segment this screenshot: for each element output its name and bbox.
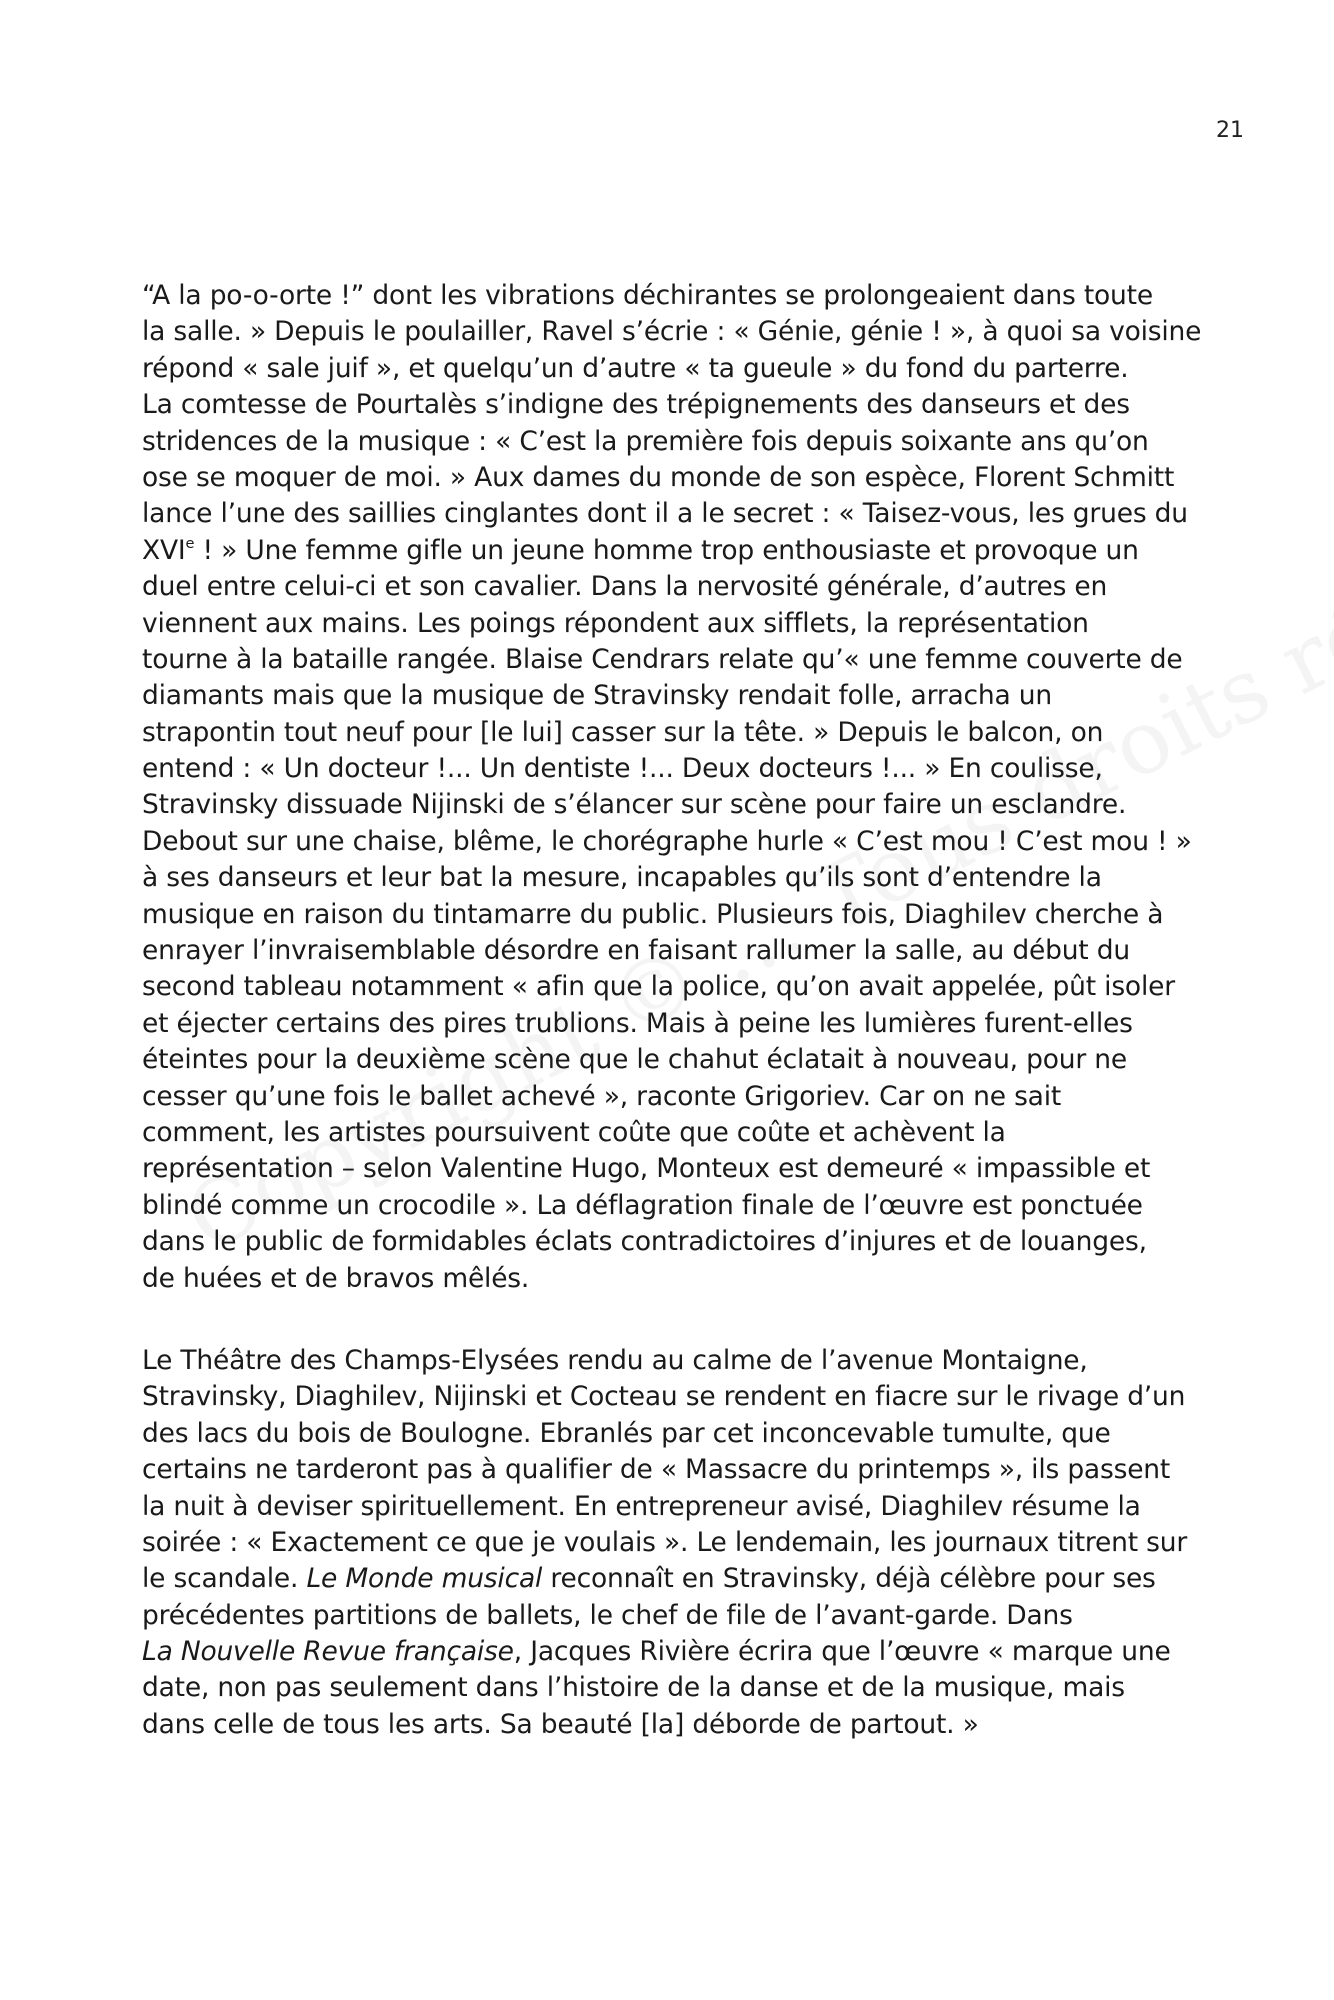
- text-line: et éjecter certains des pires trublions. Mais à peine les lumières furent-elles: [142, 1007, 1133, 1039]
- text-line: représentation – selon Valentine Hugo, Monteux est demeuré « impassible et: [142, 1153, 1151, 1185]
- italic-title: La Nouvelle Revue française: [142, 1636, 514, 1668]
- text-line: certains ne tarderont pas à qualifier de « Massacre du printemps », ils passent: [142, 1454, 1171, 1486]
- paragraph-gap: [142, 1297, 1232, 1343]
- text-line: strapontin tout neuf pour [le lui] casser sur la tête. » Depuis le balcon, on: [142, 716, 1104, 748]
- text-line: précédentes partitions de ballets, le chef de file de l’avant-garde. Dans: [142, 1599, 1073, 1631]
- text-line: second tableau notamment « afin que la police, qu’on avait appelée, pût isoler: [142, 971, 1175, 1003]
- text-line: répond « sale juif », et quelqu’un d’autre « ta gueule » du fond du parterre.: [142, 352, 1129, 384]
- text-line: Stravinsky, Diaghilev, Nijinski et Cocteau se rendent en fiacre sur le rivage d’un: [142, 1381, 1186, 1413]
- text-line: La comtesse de Pourtalès s’indigne des trépignements des danseurs et des: [142, 389, 1130, 421]
- text-line: “A la po-o-orte !” dont les vibrations déchirantes se prolongeaient dans toute: [142, 280, 1153, 311]
- text-line: duel entre celui-ci et son cavalier. Dans la nervosité générale, d’autres en: [142, 571, 1108, 603]
- body-text: [142, 278, 1232, 1743]
- paragraph: [142, 1343, 1232, 1743]
- text-line: Stravinsky dissuade Nijinski de s’élancer sur scène pour faire un esclandre.: [142, 789, 1127, 821]
- text-line: des lacs du bois de Boulogne. Ebranlés par cet inconcevable tumulte, que: [142, 1417, 1111, 1449]
- text-line: enrayer l’invraisemblable désordre en faisant rallumer la salle, au début du: [142, 935, 1130, 967]
- text-line: dans le public de formidables éclats contradictoires d’injures et de louanges,: [142, 1226, 1147, 1258]
- text-line: [142, 533, 1232, 569]
- paragraph: [142, 278, 1232, 1297]
- text-line: stridences de la musique : « C’est la première fois depuis soixante ans qu’on: [142, 425, 1149, 457]
- text-line: de huées et de bravos mêlés.: [142, 1262, 530, 1294]
- text-line: musique en raison du tintamarre du public. Plusieurs fois, Diaghilev cherche à: [142, 898, 1164, 930]
- superscript: e: [185, 534, 195, 552]
- text-line: cesser qu’une fois le ballet achevé », raconte Grigoriev. Car on ne sait: [142, 1080, 1062, 1112]
- text-line: date, non pas seulement dans l’histoire de la danse et de la musique, mais: [142, 1672, 1125, 1704]
- text-line: entend : « Un docteur !... Un dentiste !... Deux docteurs !... » En coulisse,: [142, 753, 1103, 785]
- text-line: à ses danseurs et leur bat la mesure, incapables qu’ils sont d’entendre la: [142, 862, 1102, 894]
- text-line: soirée : « Exactement ce que je voulais ». Le lendemain, les journaux titrent sur: [142, 1526, 1188, 1558]
- text-line: [142, 1634, 1232, 1670]
- page-number: 21: [1216, 118, 1244, 143]
- text-line: viennent aux mains. Les poings répondent aux sifflets, la représentation: [142, 607, 1089, 639]
- text-line: ose se moquer de moi. » Aux dames du monde de son espèce, Florent Schmitt: [142, 461, 1175, 493]
- text-line: tourne à la bataille rangée. Blaise Cendrars relate qu’« une femme couverte de: [142, 643, 1183, 675]
- text-run: , Jacques Rivière écrira que l’œuvre « marque une: [513, 1636, 1171, 1668]
- text-run: ! » Une femme gifle un jeune homme trop enthousiaste et provoque un: [194, 534, 1139, 566]
- text-line: comment, les artistes poursuivent coûte que coûte et achèvent la: [142, 1116, 1006, 1148]
- text-line: éteintes pour la deuxième scène que le chahut éclatait à nouveau, pour ne: [142, 1044, 1127, 1076]
- text-line: la salle. » Depuis le poulailler, Ravel s’écrie : « Génie, génie ! », à quoi sa voisine: [142, 316, 1202, 348]
- text-line: [142, 1561, 1232, 1597]
- text-run: le scandale.: [142, 1563, 307, 1595]
- italic-title: Le Monde musical: [306, 1563, 543, 1595]
- text-line: Le Théâtre des Champs-Elysées rendu au calme de l’avenue Montaigne,: [142, 1344, 1088, 1376]
- text-line: dans celle de tous les arts. Sa beauté [la] déborde de partout. »: [142, 1708, 979, 1740]
- text-line: Debout sur une chaise, blême, le chorégraphe hurle « C’est mou ! C’est mou ! »: [142, 825, 1192, 857]
- text-line: lance l’une des saillies cinglantes dont il a le secret : « Taisez-vous, les grues du: [142, 498, 1188, 530]
- text-run: reconnaît en Stravinsky, déjà célèbre pour ses: [542, 1563, 1156, 1595]
- text-line: la nuit à deviser spirituellement. En entrepreneur avisé, Diaghilev résume la: [142, 1490, 1141, 1522]
- text-run: XVI: [142, 534, 186, 566]
- text-line: blindé comme un crocodile ». La déflagration finale de l’œuvre est ponctuée: [142, 1189, 1143, 1221]
- text-line: diamants mais que la musique de Stravinsky rendait folle, arracha un: [142, 680, 1052, 712]
